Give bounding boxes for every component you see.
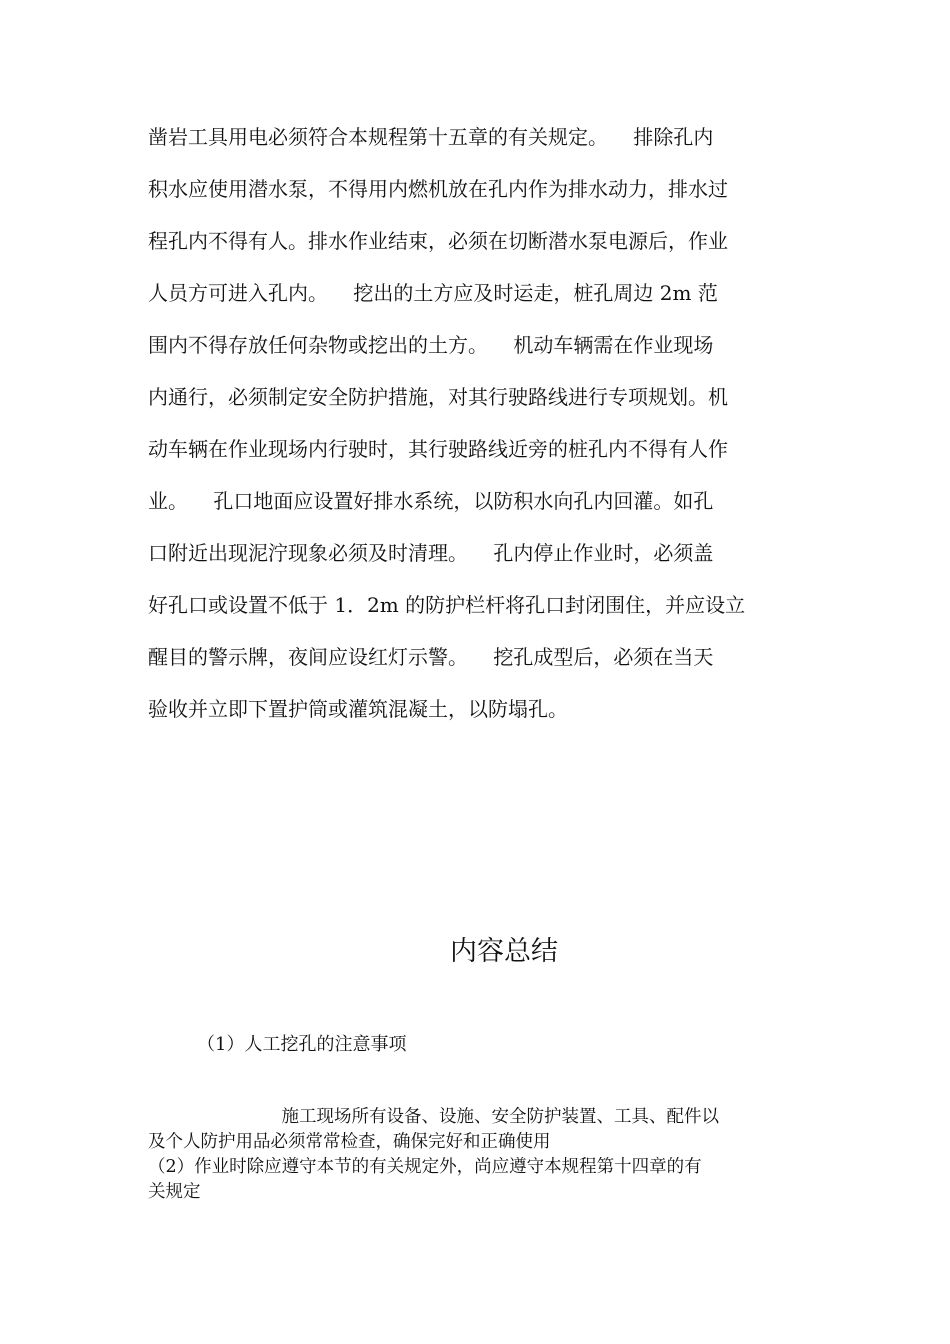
body-line: 醒目的警示牌，夜间应设红灯示警。 挖孔成型后，必须在当天 xyxy=(148,645,714,669)
body-line: 验收并立即下置护筒或灌筑混凝土，以防塌孔。 xyxy=(148,697,568,721)
body-line: 口附近出现泥泞现象必须及时清理。 孔内停止作业时，必须盖 xyxy=(148,541,714,565)
summary-item-1: （1）人工挖孔的注意事项 xyxy=(197,1034,407,1055)
summary-line: 及个人防护用品必须常常检查，确保完好和正确使用 xyxy=(148,1132,551,1152)
summary-line: 关规定 xyxy=(148,1182,201,1202)
body-line: 内通行，必须制定安全防护措施，对其行驶路线进行专项规划。机 xyxy=(148,385,728,409)
body-line: 围内不得存放任何杂物或挖出的土方。 机动车辆需在作业现场 xyxy=(148,333,714,357)
body-line: 业。 孔口地面应设置好排水系统，以防积水向孔内回灌。如孔 xyxy=(148,489,714,513)
body-line: 积水应使用潜水泵，不得用内燃机放在孔内作为排水动力，排水过 xyxy=(148,177,728,201)
body-line: 动车辆在作业现场内行驶时，其行驶路线近旁的桩孔内不得有人作 xyxy=(148,437,728,461)
summary-title: 内容总结 xyxy=(450,936,558,967)
body-line: 凿岩工具用电必须符合本规程第十五章的有关规定。 排除孔内 xyxy=(148,125,714,149)
body-line: 程孔内不得有人。排水作业结束，必须在切断潜水泵电源后，作业 xyxy=(148,229,728,253)
summary-line: （2）作业时除应遵守本节的有关规定外，尚应遵守本规程第十四章的有 xyxy=(148,1157,702,1177)
summary-line: 施工现场所有设备、设施、安全防护装置、工具、配件以 xyxy=(148,1107,720,1127)
body-line: 人员方可进入孔内。 挖出的土方应及时运走，桩孔周边 2m 范 xyxy=(148,281,718,305)
body-line: 好孔口或设置不低于 1．2m 的防护栏杆将孔口封闭围住，并应设立 xyxy=(148,593,746,617)
